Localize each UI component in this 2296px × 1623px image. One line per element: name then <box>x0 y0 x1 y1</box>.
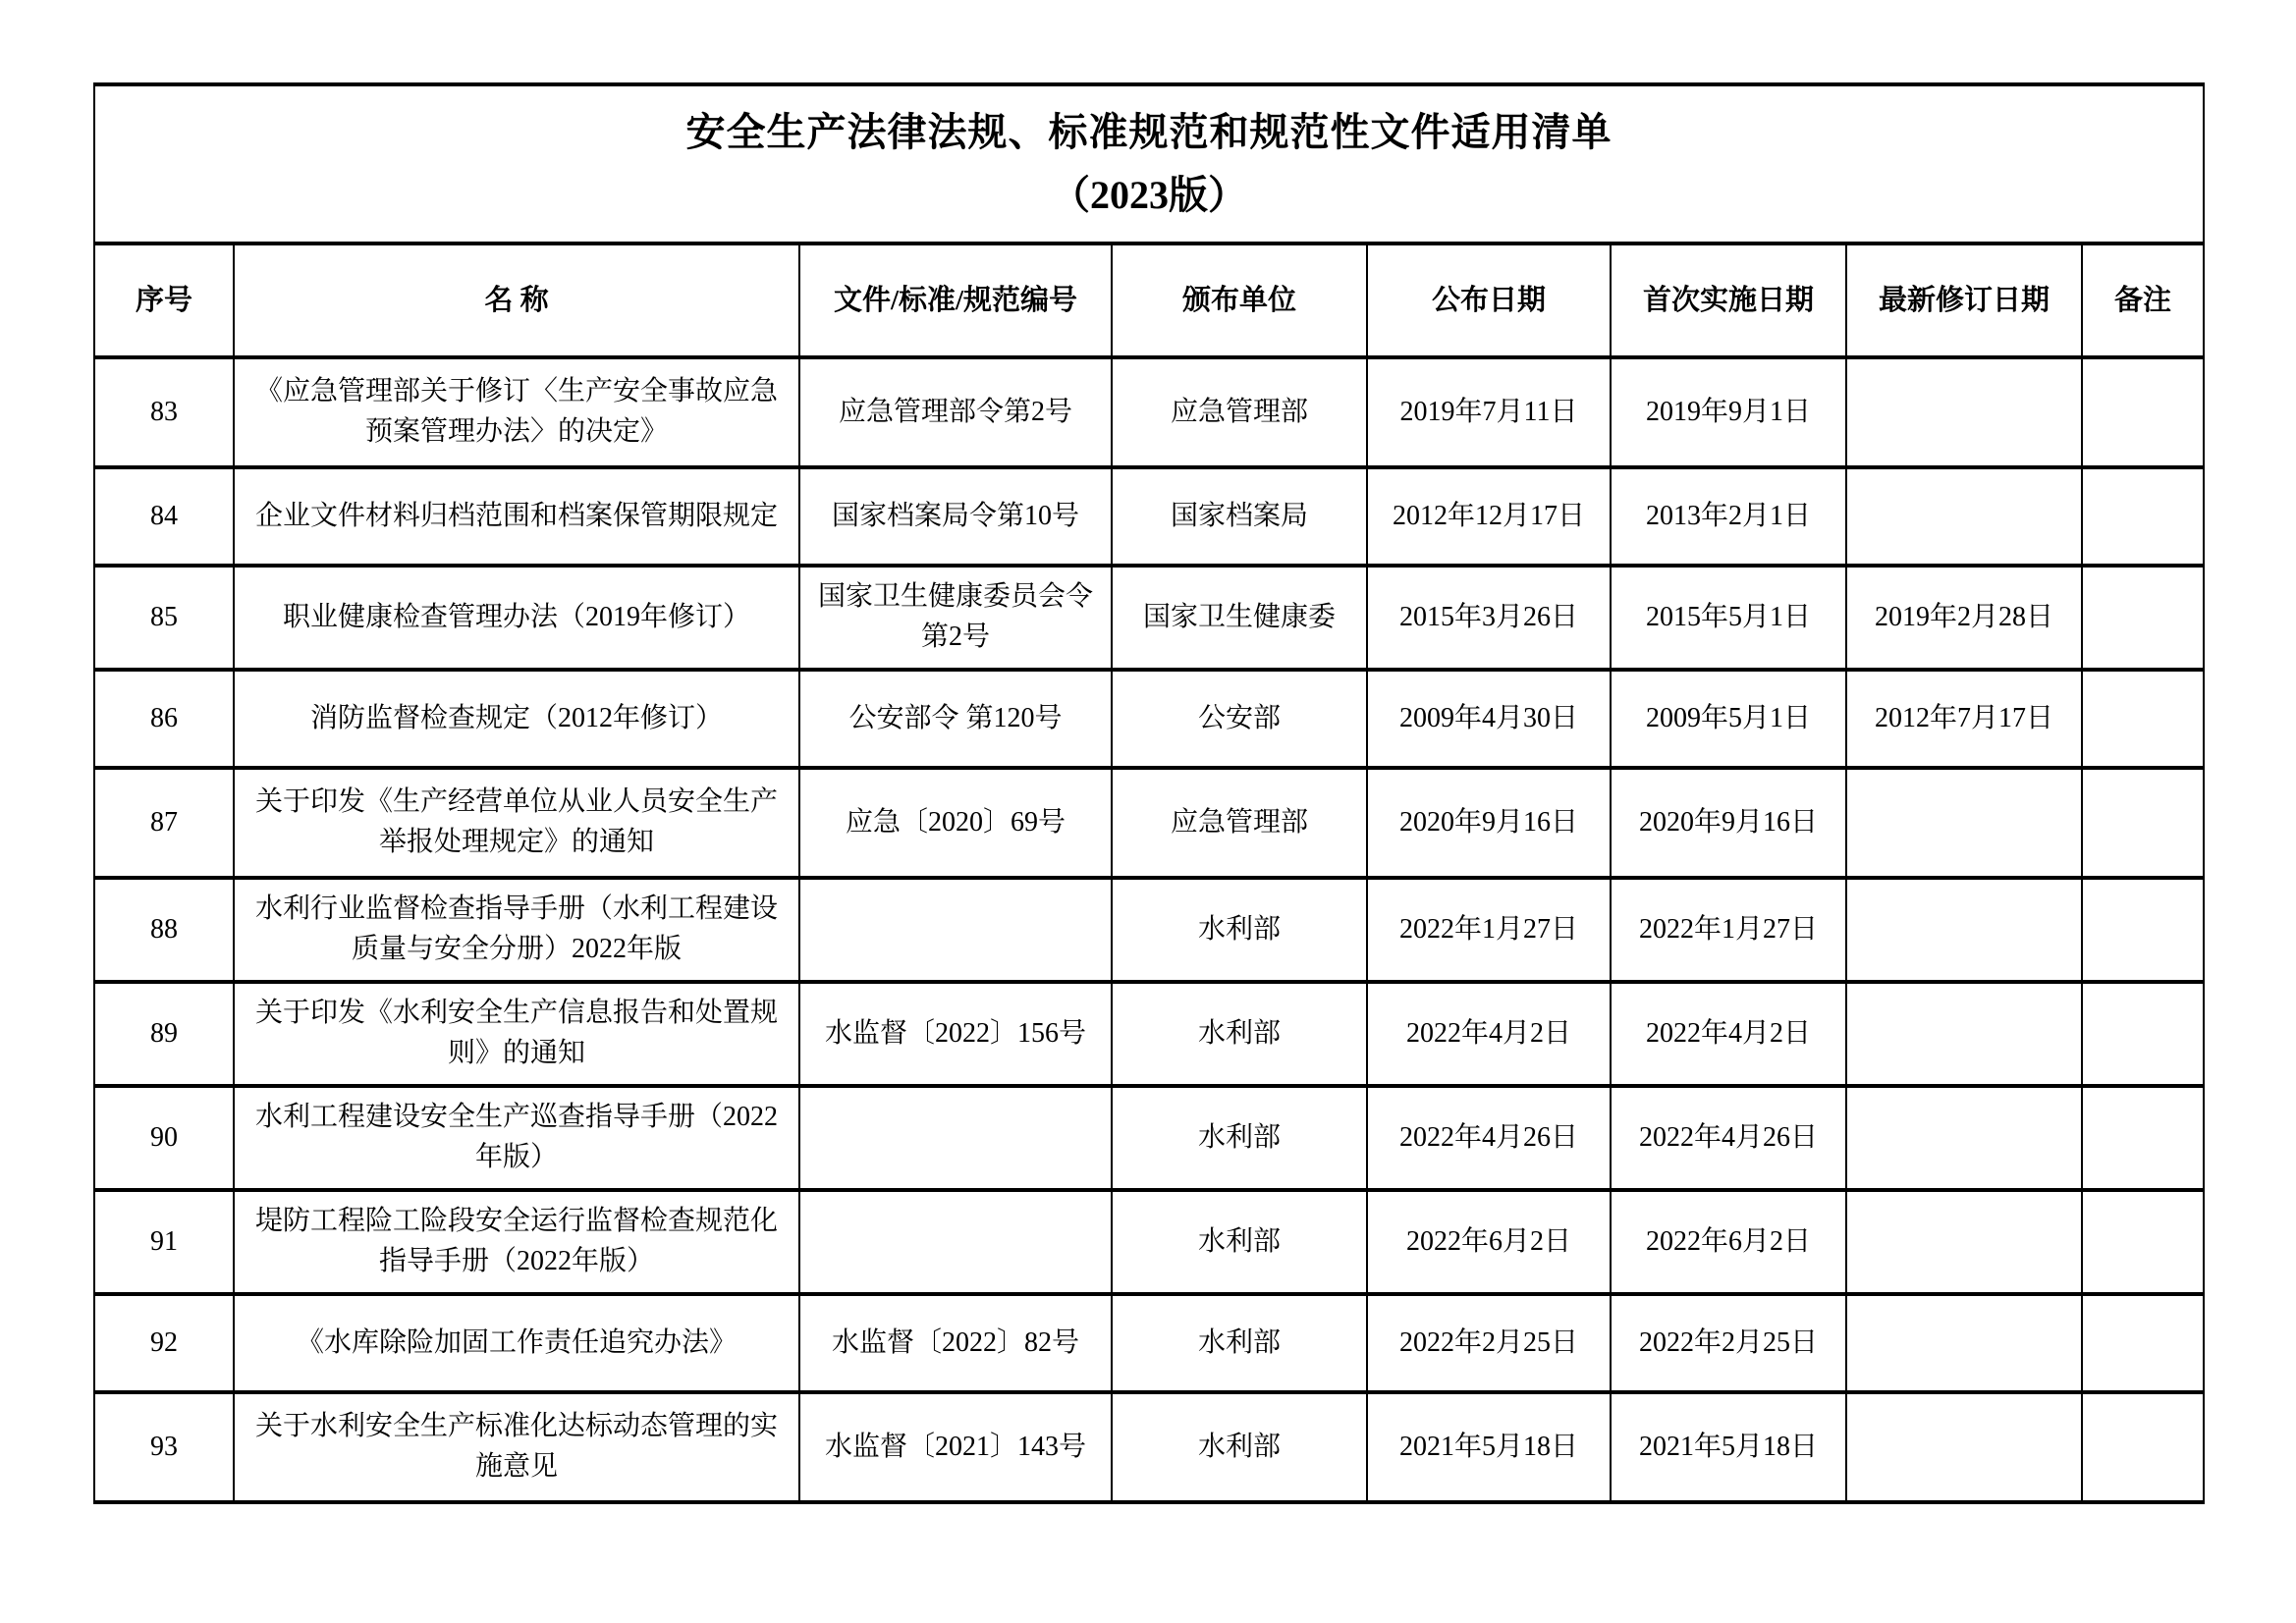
col-header-remark: 备注 <box>2082 243 2204 357</box>
cell-remark <box>2082 566 2204 670</box>
cell-doc-number: 公安部令 第120号 <box>799 670 1112 768</box>
cell-publish-date: 2022年2月25日 <box>1367 1294 1611 1392</box>
cell-first-impl-date: 2022年4月2日 <box>1611 982 1846 1086</box>
cell-name: 堤防工程险工险段安全运行监督检查规范化指导手册（2022年版） <box>234 1190 799 1294</box>
cell-index: 90 <box>94 1086 234 1190</box>
cell-name: 企业文件材料归档范围和档案保管期限规定 <box>234 467 799 566</box>
cell-name: 水利行业监督检查指导手册（水利工程建设质量与安全分册）2022年版 <box>234 878 799 982</box>
col-header-issuer: 颁布单位 <box>1112 243 1367 357</box>
cell-publish-date: 2022年1月27日 <box>1367 878 1611 982</box>
cell-remark <box>2082 1086 2204 1190</box>
cell-revision-date: 2012年7月17日 <box>1846 670 2082 768</box>
table-row <box>94 982 2204 1086</box>
cell-doc-number: 国家卫生健康委员会令第2号 <box>799 566 1112 670</box>
document-title <box>94 84 2204 243</box>
cell-revision-date <box>1846 1086 2082 1190</box>
cell-index: 91 <box>94 1190 234 1294</box>
cell-revision-date <box>1846 878 2082 982</box>
table-row <box>94 467 2204 566</box>
cell-issuer: 国家卫生健康委 <box>1112 566 1367 670</box>
cell-index: 83 <box>94 357 234 467</box>
cell-first-impl-date: 2013年2月1日 <box>1611 467 1846 566</box>
cell-remark <box>2082 878 2204 982</box>
table-row <box>94 1086 2204 1190</box>
cell-publish-date: 2022年6月2日 <box>1367 1190 1611 1294</box>
document-table <box>93 82 2205 1504</box>
cell-publish-date: 2009年4月30日 <box>1367 670 1611 768</box>
cell-publish-date: 2021年5月18日 <box>1367 1392 1611 1502</box>
cell-issuer: 应急管理部 <box>1112 357 1367 467</box>
col-header-publish-date: 公布日期 <box>1367 243 1611 357</box>
cell-doc-number: 国家档案局令第10号 <box>799 467 1112 566</box>
cell-first-impl-date: 2022年6月2日 <box>1611 1190 1846 1294</box>
table-row <box>94 357 2204 467</box>
table-row <box>94 768 2204 878</box>
table-row <box>94 878 2204 982</box>
table-row <box>94 1392 2204 1502</box>
cell-issuer: 水利部 <box>1112 1190 1367 1294</box>
cell-publish-date: 2022年4月2日 <box>1367 982 1611 1086</box>
table-row <box>94 566 2204 670</box>
cell-remark <box>2082 982 2204 1086</box>
table-header-row <box>94 243 2204 357</box>
cell-revision-date <box>1846 357 2082 467</box>
cell-publish-date: 2022年4月26日 <box>1367 1086 1611 1190</box>
cell-first-impl-date: 2019年9月1日 <box>1611 357 1846 467</box>
cell-issuer: 国家档案局 <box>1112 467 1367 566</box>
cell-name: 《应急管理部关于修订〈生产安全事故应急预案管理办法〉的决定》 <box>234 357 799 467</box>
cell-remark <box>2082 768 2204 878</box>
cell-name: 水利工程建设安全生产巡查指导手册（2022年版） <box>234 1086 799 1190</box>
cell-revision-date: 2019年2月28日 <box>1846 566 2082 670</box>
cell-name: 职业健康检查管理办法（2019年修订） <box>234 566 799 670</box>
cell-issuer: 水利部 <box>1112 982 1367 1086</box>
cell-doc-number: 水监督〔2021〕143号 <box>799 1392 1112 1502</box>
cell-remark <box>2082 467 2204 566</box>
cell-first-impl-date: 2022年4月26日 <box>1611 1086 1846 1190</box>
cell-remark <box>2082 1392 2204 1502</box>
col-header-first-impl-date: 首次实施日期 <box>1611 243 1846 357</box>
title-line1: 安全生产法律法规、标准规范和规范性文件适用清单 <box>685 110 1613 154</box>
cell-index: 89 <box>94 982 234 1086</box>
cell-first-impl-date: 2015年5月1日 <box>1611 566 1846 670</box>
cell-issuer: 公安部 <box>1112 670 1367 768</box>
cell-index: 93 <box>94 1392 234 1502</box>
title-line2: （2023版） <box>1051 173 1247 217</box>
col-header-doc-number: 文件/标准/规范编号 <box>799 243 1112 357</box>
cell-name: 消防监督检查规定（2012年修订） <box>234 670 799 768</box>
cell-remark <box>2082 1294 2204 1392</box>
cell-issuer: 水利部 <box>1112 1086 1367 1190</box>
cell-index: 86 <box>94 670 234 768</box>
cell-index: 85 <box>94 566 234 670</box>
cell-first-impl-date: 2009年5月1日 <box>1611 670 1846 768</box>
col-header-name: 名 称 <box>234 243 799 357</box>
table-row <box>94 1294 2204 1392</box>
cell-revision-date <box>1846 1392 2082 1502</box>
cell-revision-date <box>1846 1190 2082 1294</box>
cell-name: 关于印发《水利安全生产信息报告和处置规则》的通知 <box>234 982 799 1086</box>
cell-doc-number: 应急〔2020〕69号 <box>799 768 1112 878</box>
cell-first-impl-date: 2022年2月25日 <box>1611 1294 1846 1392</box>
cell-publish-date: 2015年3月26日 <box>1367 566 1611 670</box>
cell-first-impl-date: 2021年5月18日 <box>1611 1392 1846 1502</box>
cell-issuer: 水利部 <box>1112 1392 1367 1502</box>
cell-publish-date: 2019年7月11日 <box>1367 357 1611 467</box>
cell-issuer: 水利部 <box>1112 1294 1367 1392</box>
cell-revision-date <box>1846 1294 2082 1392</box>
cell-revision-date <box>1846 982 2082 1086</box>
cell-issuer: 应急管理部 <box>1112 768 1367 878</box>
cell-publish-date: 2020年9月16日 <box>1367 768 1611 878</box>
col-header-index: 序号 <box>94 243 234 357</box>
cell-name: 关于印发《生产经营单位从业人员安全生产举报处理规定》的通知 <box>234 768 799 878</box>
cell-name: 关于水利安全生产标准化达标动态管理的实施意见 <box>234 1392 799 1502</box>
cell-doc-number <box>799 1086 1112 1190</box>
cell-doc-number: 应急管理部令第2号 <box>799 357 1112 467</box>
cell-index: 88 <box>94 878 234 982</box>
cell-index: 84 <box>94 467 234 566</box>
cell-revision-date <box>1846 768 2082 878</box>
cell-doc-number <box>799 878 1112 982</box>
cell-remark <box>2082 670 2204 768</box>
cell-revision-date <box>1846 467 2082 566</box>
cell-first-impl-date: 2020年9月16日 <box>1611 768 1846 878</box>
cell-doc-number: 水监督〔2022〕82号 <box>799 1294 1112 1392</box>
table-row <box>94 670 2204 768</box>
col-header-revision-date: 最新修订日期 <box>1846 243 2082 357</box>
cell-issuer: 水利部 <box>1112 878 1367 982</box>
cell-remark <box>2082 1190 2204 1294</box>
cell-publish-date: 2012年12月17日 <box>1367 467 1611 566</box>
table-row <box>94 1190 2204 1294</box>
cell-doc-number: 水监督〔2022〕156号 <box>799 982 1112 1086</box>
cell-first-impl-date: 2022年1月27日 <box>1611 878 1846 982</box>
cell-remark <box>2082 357 2204 467</box>
cell-index: 92 <box>94 1294 234 1392</box>
cell-doc-number <box>799 1190 1112 1294</box>
cell-name: 《水库除险加固工作责任追究办法》 <box>234 1294 799 1392</box>
title-row <box>94 84 2204 243</box>
cell-index: 87 <box>94 768 234 878</box>
